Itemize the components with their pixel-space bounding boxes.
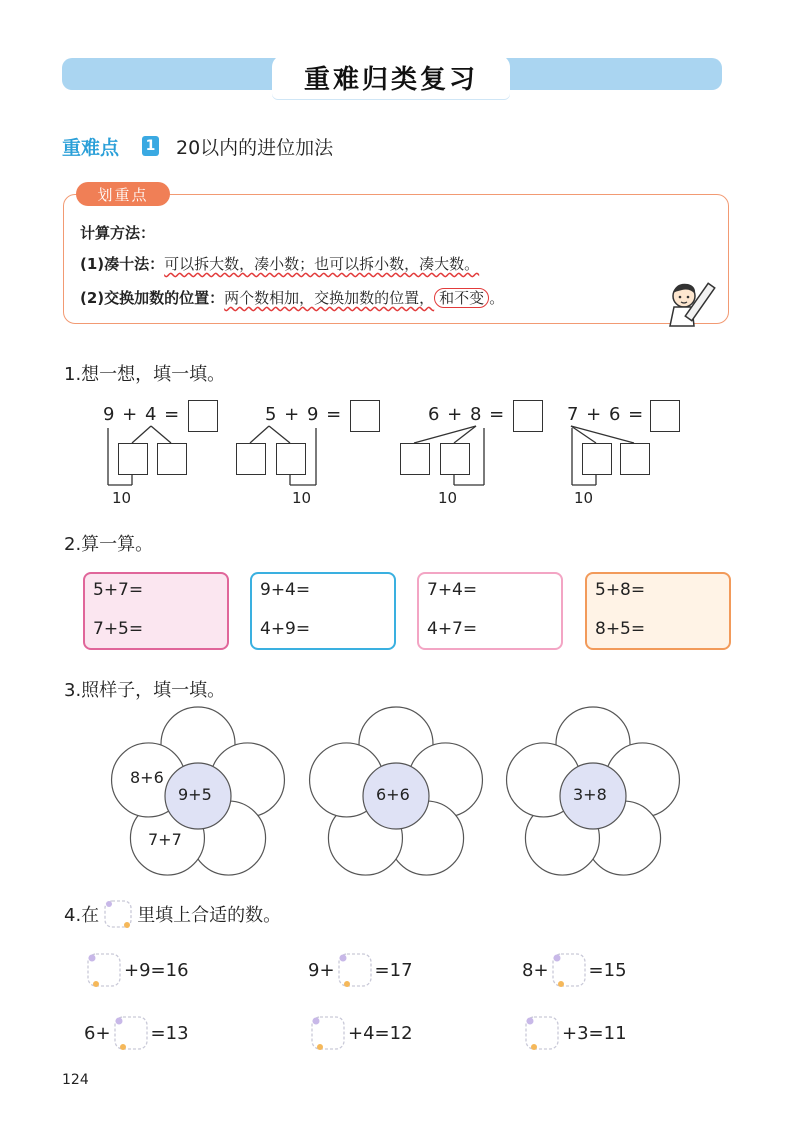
q4-problem (84, 950, 189, 990)
q4-before: 6+ (84, 1022, 111, 1044)
flower-petal-example: 8+6 (130, 768, 164, 787)
q1-ten-label: 10 (292, 489, 312, 507)
method-line-1 (80, 253, 479, 274)
q4-after: +3=11 (562, 1022, 627, 1044)
page-title: 重难归类复习 (272, 55, 510, 99)
q1-answer-box[interactable] (188, 400, 218, 432)
method-title: 计算方法： (80, 224, 156, 242)
q4-problem (522, 1013, 627, 1053)
pencil-boy-icon (662, 276, 722, 332)
flower-frame-icon[interactable] (522, 1013, 562, 1053)
q1-operand-a: 5 (265, 404, 278, 425)
flower-petal-example: 7+7 (148, 830, 182, 849)
q4-problem (308, 950, 413, 990)
flower-center-expression: 6+6 (376, 785, 410, 804)
plus-sign: + (579, 404, 609, 425)
q1-answer-box[interactable] (350, 400, 380, 432)
page-number: 124 (62, 1072, 89, 1088)
q4-after: =15 (588, 959, 627, 981)
q1-operand-a: 9 (103, 404, 116, 425)
method-line-1-body: 可以拆大数，凑小数；也可以拆小数，凑大数。 (164, 255, 480, 273)
q1-heading: 1.想一想，填一填。 (64, 364, 226, 385)
flower-frame-icon (101, 897, 135, 931)
q1-operand-a: 7 (567, 404, 580, 425)
q2-expression[interactable]: 5+8= (595, 580, 646, 600)
q2-expression[interactable]: 4+9= (260, 619, 311, 639)
equals-sign: = (319, 404, 343, 425)
equals-sign: = (157, 404, 181, 425)
q1-split-box[interactable] (236, 443, 266, 475)
method-line-2-circled: 和不变 (434, 288, 489, 308)
q1-split-box[interactable] (582, 443, 612, 475)
q1-equation (567, 404, 644, 425)
q1-operand-b: 8 (469, 404, 483, 425)
q1-equation (265, 404, 342, 425)
q1-operand-b: 6 (608, 404, 622, 425)
q4-after: =17 (374, 959, 413, 981)
q4-heading-post: 里填上合适的数。 (137, 905, 282, 926)
equals-sign: = (482, 404, 506, 425)
q2-expression[interactable]: 7+4= (427, 580, 478, 600)
q4-after: +9=16 (124, 959, 189, 981)
q4-heading-pre: 4.在 (64, 905, 100, 926)
q2-card (83, 572, 229, 650)
flower-frame-icon[interactable] (335, 950, 375, 990)
q1-split-box[interactable] (276, 443, 306, 475)
equals-sign: = (621, 404, 645, 425)
q2-expression[interactable]: 9+4= (260, 580, 311, 600)
q4-problem (308, 1013, 413, 1053)
flower-frame-icon[interactable] (84, 950, 124, 990)
flower-frame-icon[interactable] (308, 1013, 348, 1053)
q1-ten-label: 10 (112, 489, 132, 507)
q1-split-box[interactable] (118, 443, 148, 475)
q1-split-box[interactable] (620, 443, 650, 475)
q1-operand-b: 9 (306, 404, 320, 425)
q1-split-box[interactable] (440, 443, 470, 475)
q1-ten-label: 10 (438, 489, 458, 507)
method-line-2 (80, 287, 504, 308)
plus-sign: + (440, 404, 470, 425)
q2-card (585, 572, 731, 650)
q1-equation (103, 404, 180, 425)
flower-center-expression: 3+8 (573, 785, 607, 804)
q4-before: 9+ (308, 959, 335, 981)
q1-operand-b: 4 (144, 404, 158, 425)
q2-card (250, 572, 396, 650)
method-line-2-body: 两个数相加，交换加数的位置， (224, 289, 435, 307)
highlight-tag: 划重点 (76, 182, 170, 206)
q4-problem (84, 1013, 189, 1053)
q1-split-box[interactable] (400, 443, 430, 475)
q4-after: +4=12 (348, 1022, 413, 1044)
q2-expression[interactable]: 7+5= (93, 619, 144, 639)
key-point-title: 20以内的进位加法 (176, 137, 334, 159)
q2-heading: 2.算一算。 (64, 534, 154, 555)
q2-card (417, 572, 563, 650)
method-line-2-end: 。 (489, 289, 505, 307)
flower-frame-icon[interactable] (549, 950, 589, 990)
key-point-number: 1 (142, 136, 159, 156)
q2-expression[interactable]: 5+7= (93, 580, 144, 600)
q1-split-box[interactable] (157, 443, 187, 475)
q1-answer-box[interactable] (650, 400, 680, 432)
plus-sign: + (277, 404, 307, 425)
q3-heading: 3.照样子，填一填。 (64, 680, 226, 701)
flower-center-expression: 9+5 (178, 785, 212, 804)
q4-after: =13 (150, 1022, 189, 1044)
flower-frame-icon[interactable] (111, 1013, 151, 1053)
q1-operand-a: 6 (428, 404, 441, 425)
q2-expression[interactable]: 8+5= (595, 619, 646, 639)
method-line-2-prefix: (2)交换加数的位置： (80, 289, 225, 307)
key-point-label: 重难点 (62, 137, 120, 159)
method-line-1-prefix: (1)凑十法： (80, 255, 165, 273)
q4-problem (522, 950, 627, 990)
q4-heading (64, 897, 281, 931)
q4-before: 8+ (522, 959, 549, 981)
plus-sign: + (115, 404, 145, 425)
q1-answer-box[interactable] (513, 400, 543, 432)
q1-ten-label: 10 (574, 489, 594, 507)
q2-expression[interactable]: 4+7= (427, 619, 478, 639)
q1-equation (428, 404, 505, 425)
